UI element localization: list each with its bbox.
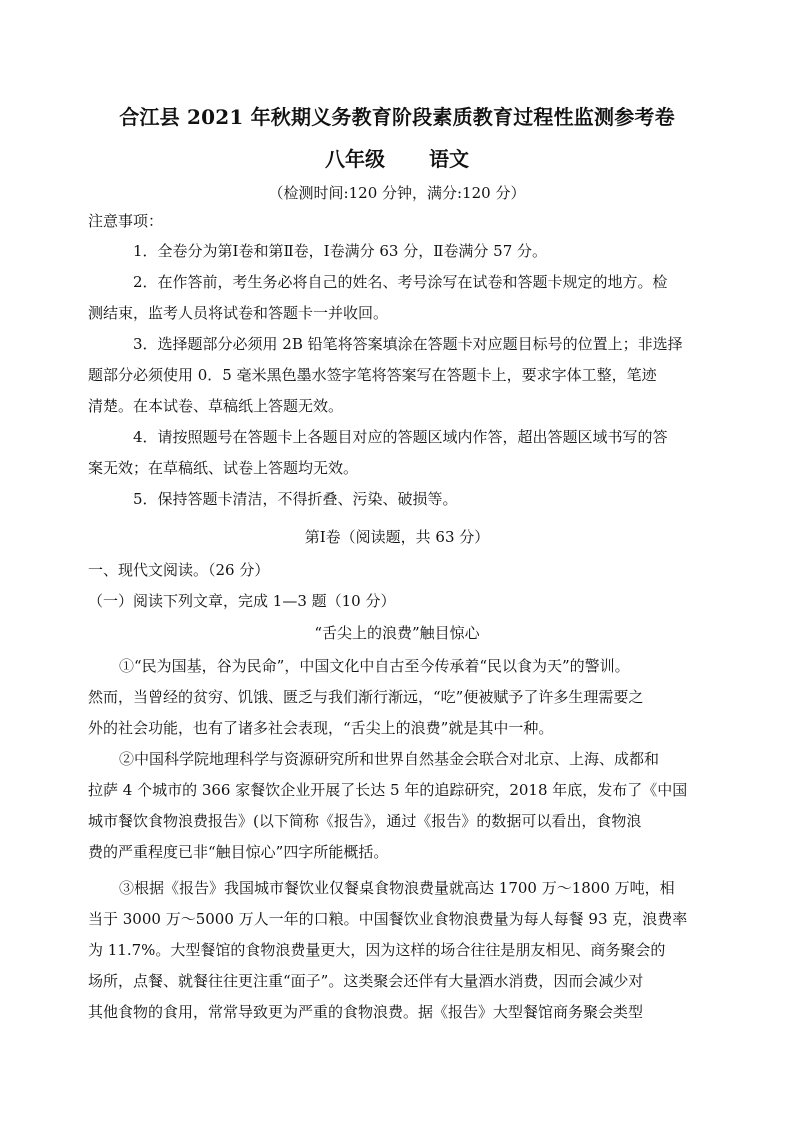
- exam-title: 合江县 2021 年秋期义务教育阶段素质教育过程性监测参考卷: [119, 105, 675, 129]
- article-line: 其他食物的食用，常常导致更为严重的食物浪费。据《报告》大型餐馆商务聚会类型: [88, 1003, 644, 1021]
- notice-line: 1．全卷分为第Ⅰ卷和第Ⅱ卷，Ⅰ卷满分 63 分，Ⅱ卷满分 57 分。: [133, 242, 548, 260]
- exam-info: （检测时间:120 分钟，满分:120 分）: [268, 184, 526, 202]
- article-line: ①“民为国基，谷为民命”，中国文化中自古至今传承着“民以食为天”的警训。: [119, 657, 630, 675]
- article-line: 费的严重程度已非“触目惊心”四字所能概括。: [88, 843, 389, 861]
- grade-subject-heading: [0, 146, 794, 172]
- notice-line: 5．保持答题卡清洁，不得折叠、污染、破损等。: [133, 490, 458, 508]
- subject-label: 语文: [429, 147, 469, 171]
- part-title: 第Ⅰ卷（阅读题，共 63 分）: [304, 528, 490, 546]
- notice-line: 2．在作答前，考生务必将自己的姓名、考号涂写在试卷和答题卡规定的地方。检: [133, 273, 668, 291]
- article-line: 外的社会功能，也有了诸多社会表现，“舌尖上的浪费”就是其中一种。: [88, 719, 554, 737]
- notice-line: 测结束，监考人员将试卷和答题卡一并收回。: [88, 304, 389, 322]
- section-heading: 一、现代文阅读。（26 分）: [88, 561, 270, 579]
- notice-heading: 注意事项：: [88, 212, 164, 230]
- notice-line: 题部分必须使用 0．5 毫米黑色墨水签字笔将答案写在答题卡上，要求字体工整，笔迹: [88, 366, 657, 384]
- notice-line: 清楚。在本试卷、草稿纸上答题无效。: [88, 397, 344, 415]
- article-line: 然而，当曾经的贫穷、饥饿、匮乏与我们渐行渐远，“吃”便被赋予了许多生理需要之: [88, 688, 644, 706]
- grade-label: 八年级: [325, 147, 385, 171]
- article-line: 为 11.7%。大型餐馆的食物浪费量更大，因为这样的场合往往是朋友相见、商务聚会的: [88, 941, 666, 959]
- article-line: 当于 3000 万～5000 万人一年的口粮。中国餐饮业食物浪费量为每人每餐 93 克，浪费率: [88, 910, 688, 928]
- notice-line: 案无效；在草稿纸、试卷上答题均无效。: [88, 459, 359, 477]
- notice-line: 4．请按照题号在答题卡上各题目对应的答题区域内作答，超出答题区域书写的答: [133, 428, 668, 446]
- article-line: ②中国科学院地理科学与资源研究所和世界自然基金会联合对北京、上海、成都和: [119, 750, 660, 768]
- notice-line: 3．选择题部分必须用 2B 铅笔将答案填涂在答题卡对应题目标号的位置上；非选择: [133, 335, 683, 353]
- question-instruction: （一）阅读下列文章，完成 1—3 题（10 分）: [88, 592, 396, 610]
- article-line: ③根据《报告》我国城市餐饮业仅餐桌食物浪费量就高达 1700 万～1800 万吨，相: [119, 879, 675, 897]
- article-line: 城市餐饮食物浪费报告》(以下简称《报告》，通过《报告》的数据可以看出，食物浪: [88, 812, 642, 830]
- article-line: 场所，点餐、就餐往往更注重“面子”。这类聚会还伴有大量酒水消费，因而会减少对: [88, 972, 644, 990]
- article-line: 拉萨 4 个城市的 366 家餐饮企业开展了长达 5 年的追踪研究，2018 年底，发布了《中国: [88, 781, 688, 799]
- article-title: “舌尖上的浪费”触目惊心: [314, 624, 480, 642]
